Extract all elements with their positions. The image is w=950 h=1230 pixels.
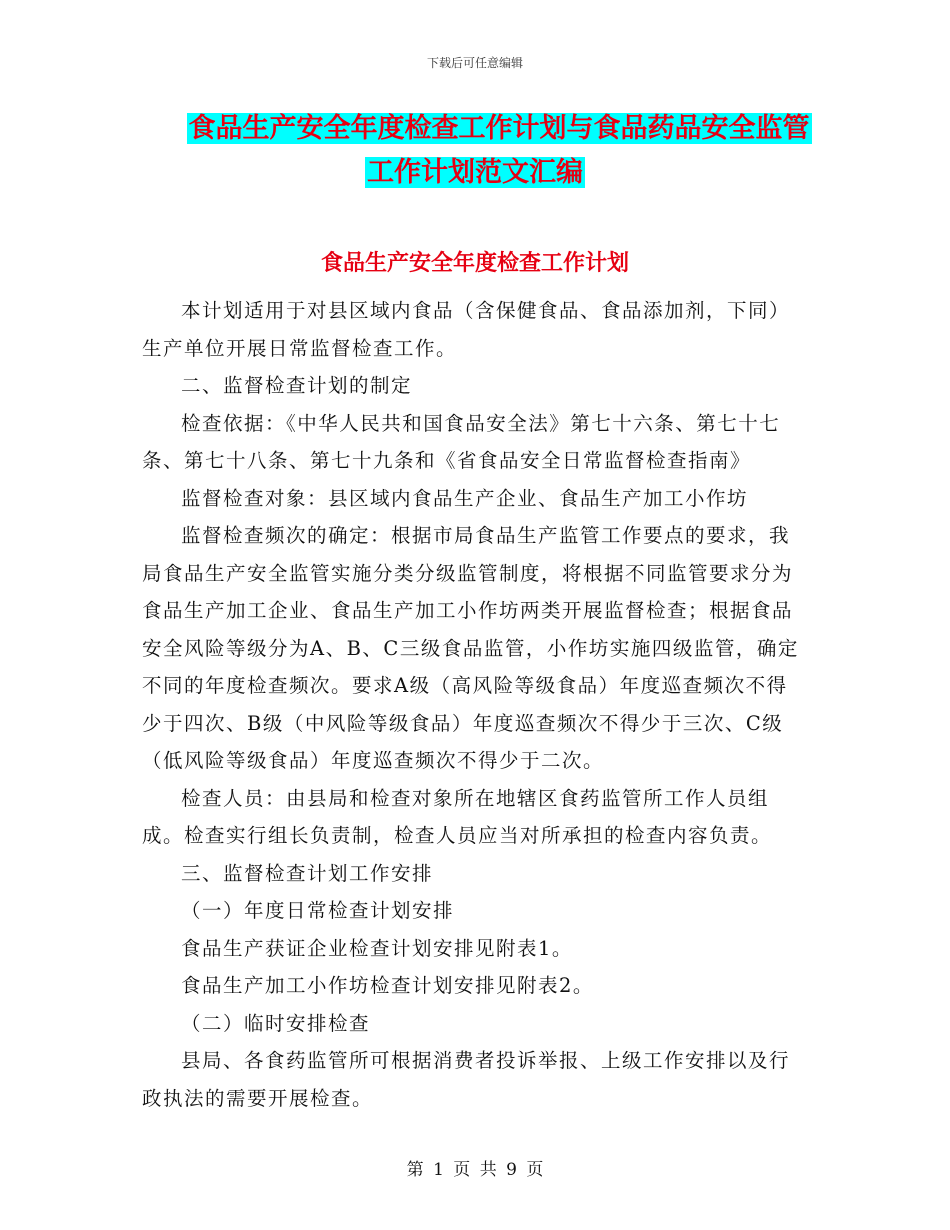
heading-work-arrangement: 三、监督检查计划工作安排 (181, 861, 434, 885)
paragraph-inspectors: 检查人员：由县局和检查对象所在地辖区食药监管所工作人员组成。检查实行组长负责制，检查人员应当对所承担的检查内容负责。 (142, 786, 773, 847)
page-header-note: 下载后可任意编辑 (426, 56, 523, 70)
document-title-line-1-text: 食品生产安全年度检查工作计划与食品药品安全监管 (188, 113, 810, 144)
paragraph-inspection-frequency: 监督检查频次的确定：根据市局食品生产监管工作要点的要求，我局食品生产安全监管实施分类分级监管制度，将根据不同监管要求分为食品生产加工企业、食品生产加工小作坊两类开展监督检查；根据食品安全风险等级分为A、B、C三级食品监管，小作坊实施四级监管，确定不同的年度检查频次。要求A级（高风险等级食品）年度巡查频次不得少于四次、B级（中风险等级食品）年度巡查频次不得少于三次、C级（低风险等级食品）年度巡查频次不得少于二次。 (142, 524, 799, 772)
paragraph-inspection-basis: 检查依据：《中华人民共和国食品安全法》第七十六条、第七十七条、第七十八条、第七十九条和《省食品安全日常监督检查指南》 (142, 411, 781, 472)
paragraph-attachment-1: 食品生产获证企业检查计划安排见附表1。 (181, 936, 573, 960)
paragraph-temporary-inspection: 县局、各食药监管所可根据消费者投诉举报、上级工作安排以及行政执法的需要开展检查。 (142, 1049, 791, 1110)
paragraph-inspection-targets: 监督检查对象：县区域内食品生产企业、食品生产加工小作坊 (181, 486, 749, 510)
heading-plan-formulation: 二、监督检查计划的制定 (181, 374, 413, 397)
page-number-footer: 第 1 页 共 9 页 (406, 1160, 544, 1180)
document-body (142, 292, 808, 1117)
paragraph-attachment-2: 食品生产加工小作坊检查计划安排见附表2。 (181, 974, 594, 997)
subheading-annual-plan: （一）年度日常检查计划安排 (181, 899, 455, 922)
section-title: 食品生产安全年度检查工作计划 (320, 251, 629, 276)
document-title-line-1 (24, 110, 950, 148)
document-title-line-2 (0, 154, 950, 192)
document-title-line-2-text: 工作计划范文汇编 (367, 157, 583, 188)
paragraph-scope: 本计划适用于对县区域内食品（含保健食品、食品添加剂，下同）生产单位开展日常监督检查工作。 (142, 299, 791, 360)
subheading-temporary-inspection: （二）临时安排检查 (181, 1011, 371, 1035)
